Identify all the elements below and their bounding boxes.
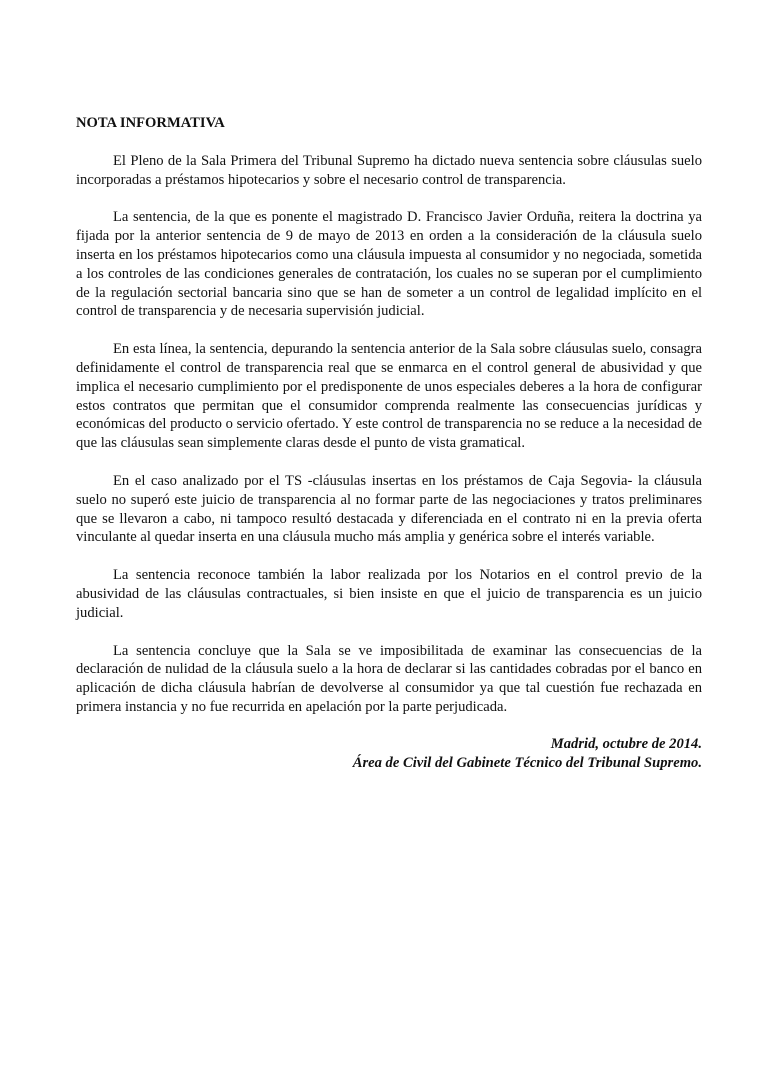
paragraph-4: En el caso analizado por el TS -cláusulas insertas en los préstamos de Caja Segovia- la cláusula suelo no superó este juicio de transparencia al no formar parte de las negociaciones y tratos preliminares que se llevaron a cabo, ni tampoco resultó destacada y diferenciada en el contrato ni en la previa oferta vinculante al quedar inserta en una cláusula mucho más amplia y genérica sobre el interés variable. [76,472,702,546]
paragraph-5: La sentencia reconoce también la labor realizada por los Notarios en el control previo de la abusividad de las cláusulas contractuales, si bien insiste en que el juicio de transparencia es un juicio judicial. [76,567,702,621]
signature-author: Área de Civil del Gabinete Técnico del Tribunal Supremo. [352,754,702,771]
paragraph-1: El Pleno de la Sala Primera del Tribunal Supremo ha dictado nueva sentencia sobre cláusulas suelo incorporadas a préstamos hipotecarios y sobre el necesario control de transparencia. [76,152,702,188]
paragraph-2: La sentencia, de la que es ponente el magistrado D. Francisco Javier Orduña, reitera la doctrina ya fijada por la anterior sentencia de 9 de mayo de 2013 en orden a la consideración de la cláusula suelo inserta en los préstamos hipotecarios como una cláusula impuesta al consumidor y no negociada, sometida a los controles de las condiciones generales de contratación, los cuales no se superan por el cumplimiento de la regulación sectorial bancaria sino que se han de someter a un control de legalidad implícito en el control de transparencia y de necesaria supervisión judicial. [76,209,702,320]
paragraph-6: La sentencia concluye que la Sala se ve imposibilitada de examinar las consecuencias de la declaración de nulidad de la cláusula suelo a la hora de declarar si las cantidades cobradas por el banco en aplicación de dicha cláusula habrían de devolverse al consumidor ya que tal cuestión fue rechazada en primera instancia y no fue recurrida en apelación por la parte perjudicada. [76,642,702,715]
signature-block [76,735,702,773]
document-page [76,114,702,772]
document-title: NOTA INFORMATIVA [76,115,225,131]
paragraph-3: En esta línea, la sentencia, depurando la sentencia anterior de la Sala sobre cláusulas suelo, consagra definidamente el control de transparencia real que se enmarca en el control general de abusividad y que implica el necesario cumplimiento por el predisponente de unos especiales deberes a la hora de configurar estos contratos que permitan que el consumidor comprenda realmente las consecuencias jurídicas y económicas del producto o servicio ofertado. Y este control de transparencia no se reduce a la necesidad de que las cláusulas sean simplemente claras desde el punto de vista gramatical. [76,341,702,452]
signature-place-date: Madrid, octubre de 2014. [550,735,702,752]
